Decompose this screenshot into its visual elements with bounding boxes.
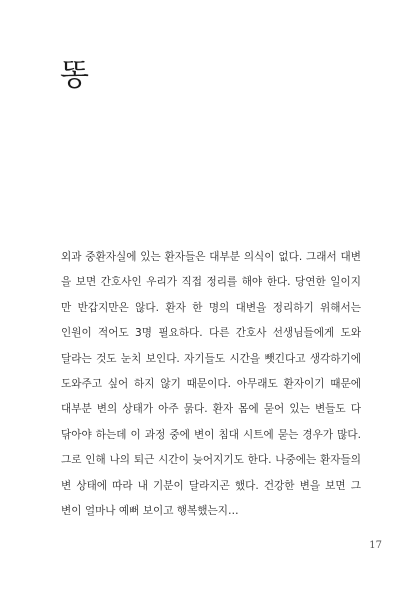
body-line: 그로 인해 나의 퇴근 시간이 늦어지기도 한다. 나중에는 환자들의 — [61, 454, 361, 467]
body-line: 닦아야 하는데 이 과정 중에 변이 침대 시트에 묻는 경우가 많다. — [61, 428, 361, 441]
body-line: 외과 중환자실에 있는 환자들은 대부분 의식이 없다. 그래서 대변 — [61, 251, 361, 263]
body-line: 변이 얼마나 예뻐 보이고 행복했는지… — [61, 504, 239, 517]
chapter-title: 똥 — [60, 58, 89, 93]
body-line: 인원이 적어도 3명 필요하다. 다른 간호사 선생님들에게 도와 — [61, 327, 361, 340]
page-number: 17 — [369, 540, 382, 551]
body-line: 달라는 것도 눈치 보인다. 자기들도 시간을 뺏긴다고 생각하기에 — [61, 352, 361, 365]
body-line: 도와주고 싶어 하지 않기 때문이다. 아무래도 환자이기 때문에 — [61, 377, 361, 390]
body-line: 대부분 변의 상태가 아주 묽다. 환자 몸에 묻어 있는 변들도 다 — [61, 403, 361, 416]
body-line: 을 보면 간호사인 우리가 직접 정리를 해야 한다. 당연한 일이지 — [61, 276, 361, 289]
body-line: 만 반갑지만은 않다. 환자 한 명의 대변을 정리하기 위해서는 — [61, 301, 361, 314]
body-text — [61, 245, 361, 524]
body-line: 변 상태에 따라 내 기분이 달라지곤 했다. 건강한 변을 보면 그 — [61, 479, 361, 492]
